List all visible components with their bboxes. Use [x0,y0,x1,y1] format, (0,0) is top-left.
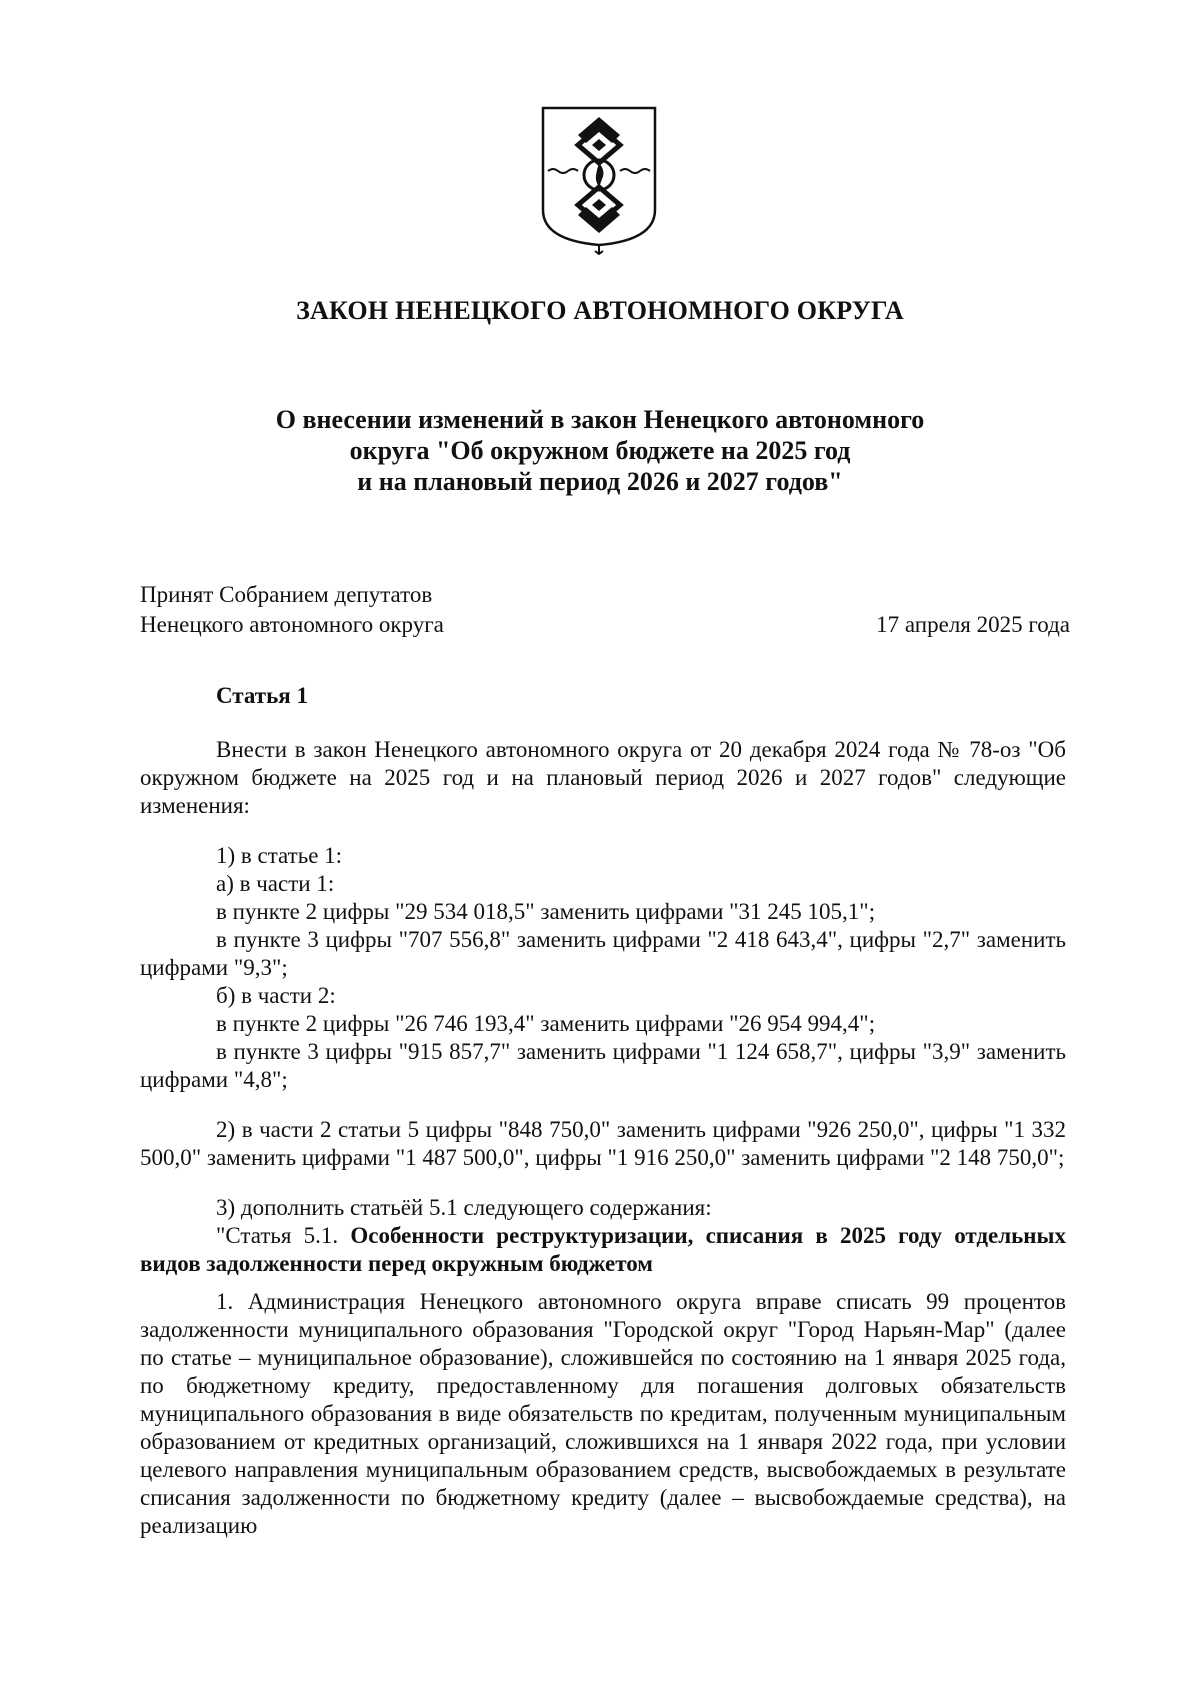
article-heading: Статья 1 [216,683,308,708]
law-title: ЗАКОН НЕНЕЦКОГО АВТОНОМНОГО ОКРУГА [296,296,904,325]
item-1-a-point-3: в пункте 3 цифры "707 556,8" заменить цифрами "2 418 643,4", цифры "2,7" заменить цифрами "9,3"; [140,927,1066,980]
article-5-1-prefix: "Статья 5.1. [216,1223,339,1248]
item-1-title: 1) в статье 1: [216,843,343,868]
article-body [140,682,1066,1540]
item-3: 3) дополнить статьёй 5.1 следующего содержания: [216,1195,712,1220]
item-1-a: а) в части 1: [216,871,335,896]
adoption-block [140,580,1070,640]
article-5-1-title: Особенности реструктуризации, списания в 2025 году отдельных видов задолженности перед окружным бюджетом [140,1223,1066,1276]
intro-paragraph: Внести в закон Ненецкого автономного округа от 20 декабря 2024 года № 78-оз "Об окружном бюджете на 2025 год и на плановый период 2026 и 2027 годов" следующие изменения: [140,737,1066,818]
item-1-a-point-2: в пункте 2 цифры "29 534 018,5" заменить цифрами "31 245 105,1"; [216,899,876,924]
adopted-by-body: Ненецкого автономного округа [140,612,444,637]
article-5-1-paragraph-1: 1. Администрация Ненецкого автономного округа вправе списать 99 процентов задолженности муниципального образования "Городской округ "Город Нарьян-Мар" (далее по статье – муниципальное образование), сложившейся по состоянию на 1 января 2025 года, по бюджетному кредиту, предоставленному для погашения долговых обязательств муниципального образования в виде обязательств по кредитам, полученным муниципальным образованием от кредитных организаций, сложившихся на 1 января 2022 года, при условии целевого направления муниципальным образованием средств, высвобождаемых в результате списания задолженности по бюджетному кредиту (далее – высвобождаемые средства), на реализацию [140,1289,1066,1538]
subtitle-line: О внесении изменений в закон Ненецкого автономного [275,405,925,434]
item-1-b: б) в части 2: [216,983,336,1008]
adopted-by-line: Принят Собранием депутатов [140,582,433,607]
law-subtitle [0,404,1200,497]
item-1-b-point-2: в пункте 2 цифры "26 746 193,4" заменить цифрами "26 954 994,4"; [216,1011,876,1036]
item-1-b-point-3: в пункте 3 цифры "915 857,7" заменить цифрами "1 124 658,7", цифры "3,9" заменить цифрами "4,8"; [140,1039,1066,1092]
article-5-1-heading [140,1222,1066,1278]
subtitle-line: округа "Об окружном бюджете на 2025 год [349,436,851,465]
adoption-date: 17 апреля 2025 года [876,612,1070,637]
subtitle-line: и на плановый период 2026 и 2027 годов" [357,467,843,496]
coat-of-arms-emblem [540,105,658,255]
item-2: 2) в части 2 статьи 5 цифры "848 750,0" заменить цифрами "926 250,0", цифры "1 332 500,0" заменить цифрами "1 487 500,0", цифры "1 916 250,0" заменить цифрами "2 148 750,0"; [140,1117,1066,1170]
